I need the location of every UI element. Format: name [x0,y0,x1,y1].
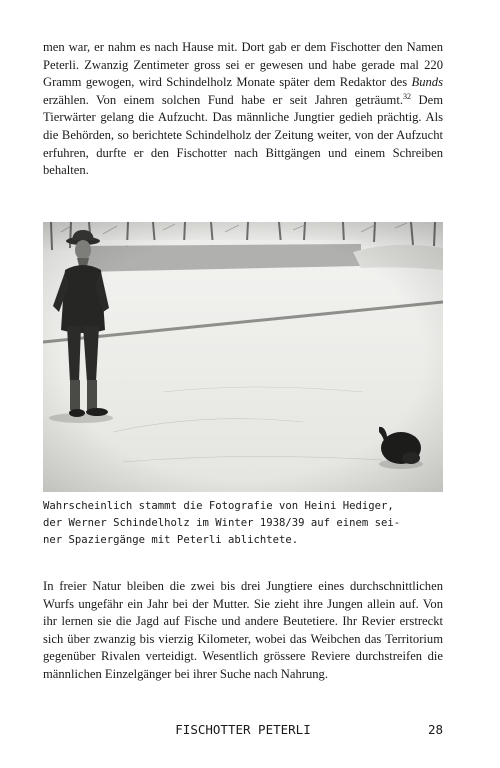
footnote-reference[interactable]: 32 [403,91,412,101]
paragraph-text-start: men war, er nahm es nach Hause mit. Dort gab er dem Fischotter den Namen Peterli. Zwanzig Zentimeter gross sei er gewesen und habe gerade mal 220 Gramm gewogen, wird Schindelholz Monate später dem Redaktor des [43,40,443,90]
caption-line-1: Wahrscheinlich stammt die Fotografie von Heini Hediger, [43,500,394,512]
page-number: 28 [427,722,443,737]
photo-caption [43,498,443,548]
running-title: FISCHOTTER PETERLI [175,722,311,737]
body-paragraph-2: In freier Natur bleiben die zwei bis drei Jungtiere eines durchschnittlichen Wurfs ungefähr ein Jahr bei der Mutter. Sie zieht ihre Jungen allein auf. Von ihr lernen sie die Jagd auf Fische und andere Beutetiere. Ihr Revier erstreckt sich über zwanzig bis vierzig Kilometer, wobei das Weibchen das Territorium gegenüber Rivalen verteidigt. Wesentlich grössere Reviere durchstreifen die männlichen Einzelgänger bei ihrer Suche nach Nahrung. [43,579,443,681]
caption-line-3: ner Spaziergänge mit Peterli ablichtete. [43,533,299,546]
paragraph-text-middle: erzählen. Von einem solchen Fund habe er seit Jahren geträumt. [43,92,404,107]
paragraph-text-end: Dem Tierwärter gelang die Aufzucht. Das männliche Jungtier gedieh prächtig. Als die Behörden, so berichtete Schindelholz der Zeitung weiter, von der Aufzucht erfuhren, durfte er den Fischotter nach Bittgängen und einem Schreiben behalten. [43,92,443,178]
page-footer [43,722,443,742]
historical-photograph [43,222,443,492]
caption-line-2: der Werner Schindelholz im Winter 1938/39 auf einem sei- [43,516,401,529]
body-paragraph-1 [43,39,443,180]
photograph-illustration [43,222,443,492]
newspaper-title-italic: Bunds [411,75,443,90]
